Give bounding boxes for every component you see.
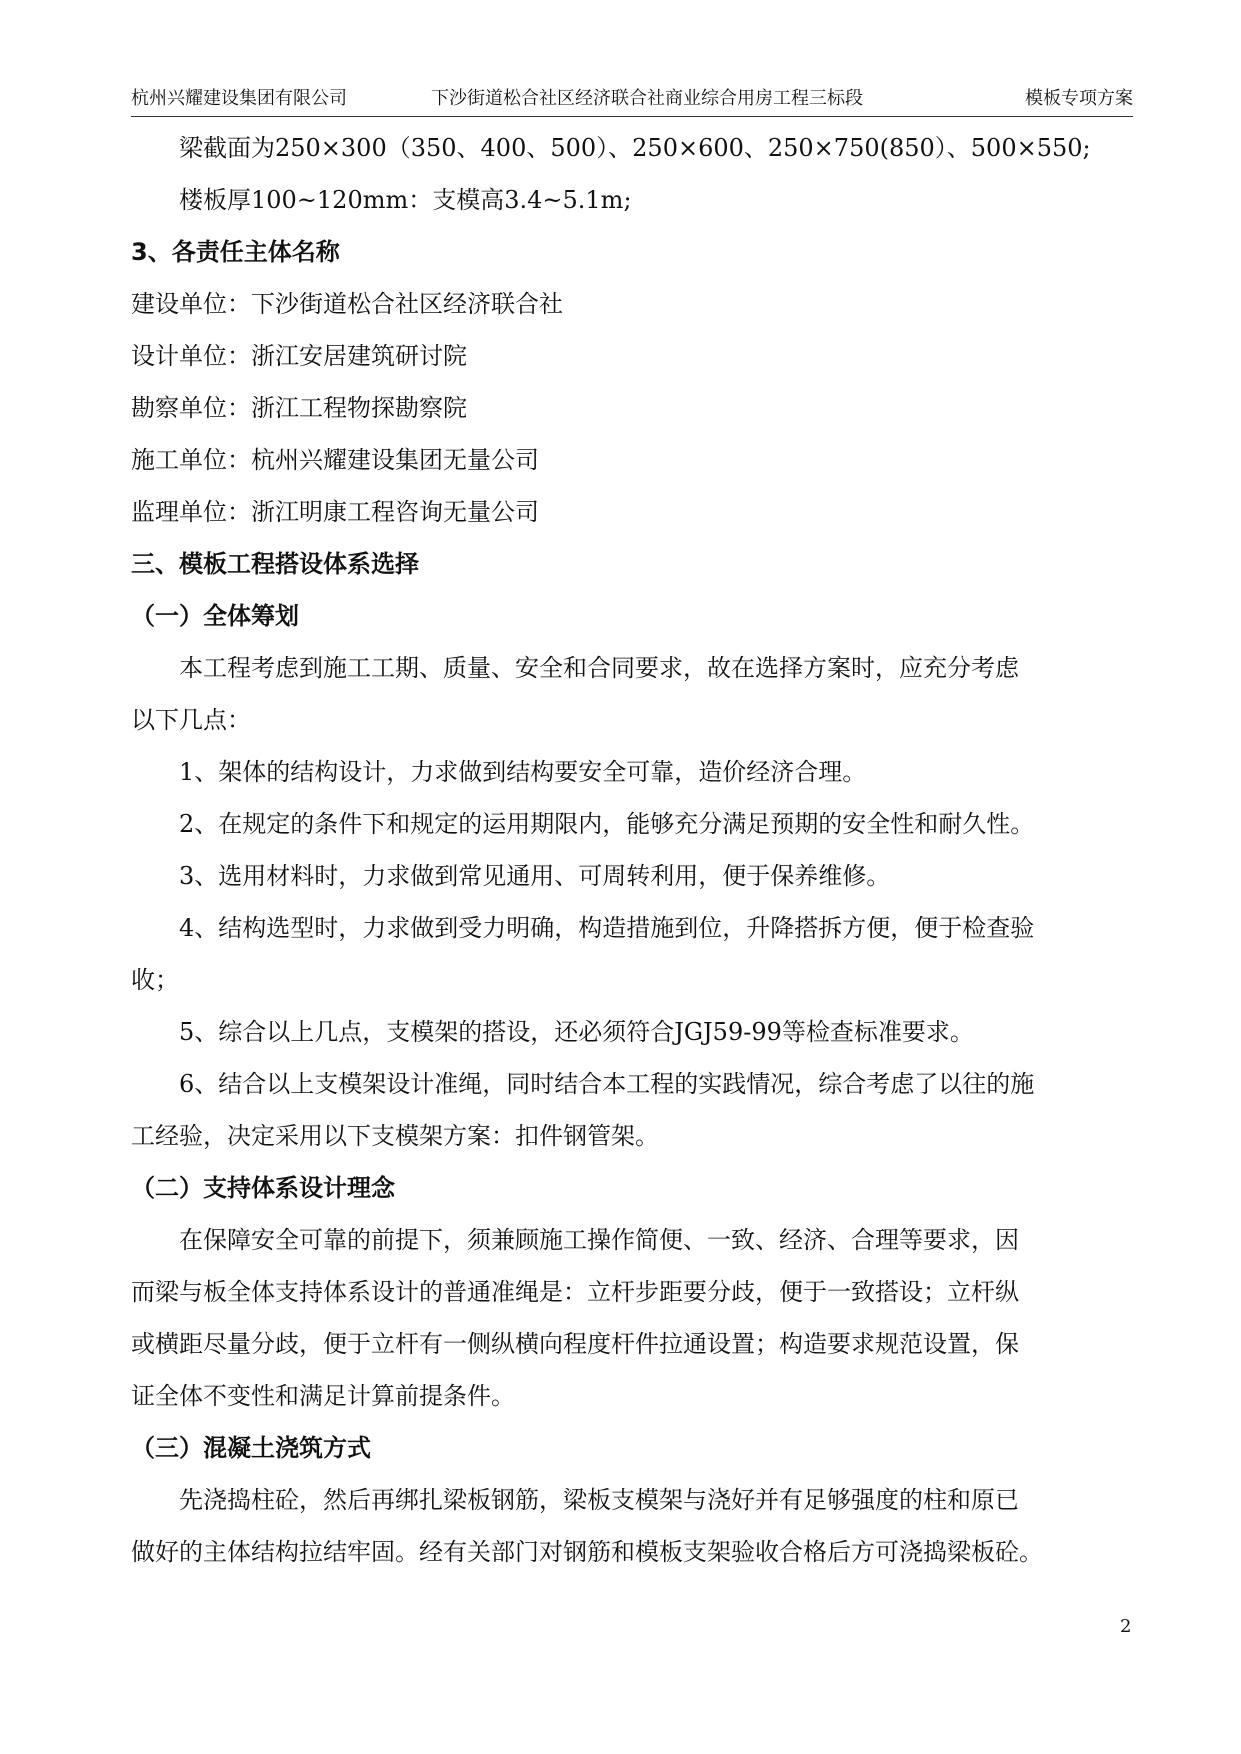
paragraph-line: 在保障安全可靠的前提下，须兼顾施工操作简便、一致、经济、合理等要求，因 (179, 1226, 1019, 1254)
paragraph-line: 梁截面为250×300（350、400、500）、250×600、250×750(850）、500×550; (179, 134, 1091, 162)
list-item: 6、结合以上支模架设计准绳，同时结合本工程的实践情况，综合考虑了以往的施 (179, 1070, 1035, 1098)
page-number: 2 (1120, 1616, 1132, 1637)
list-item: 1、架体的结构设计，力求做到结构要安全可靠，造价经济合理。 (179, 758, 867, 786)
paragraph-line: 而梁与板全体支持体系设计的普通准绳是：立杆步距要分歧，便于一致搭设；立杆纵 (131, 1278, 1019, 1306)
header-company: 杭州兴耀建设集团有限公司 (131, 88, 347, 109)
list-item: 5、综合以上几点，支模架的搭设，还必须符合JGJ59-99等检查标准要求。 (179, 1018, 974, 1046)
paragraph-line: 以下几点： (131, 706, 251, 734)
header-doc-title: 模板专项方案 (1025, 88, 1133, 109)
subsection-heading: （二）支持体系设计理念 (131, 1174, 395, 1202)
list-item-continuation: 收； (131, 966, 179, 994)
paragraph-line: 勘察单位：浙江工程物探勘察院 (131, 394, 467, 422)
section-heading: 3、各责任主体名称 (131, 238, 340, 266)
paragraph-line: 做好的主体结构拉结牢固。经有关部门对钢筋和模板支架验收合格后方可浇捣梁板砼。 (131, 1538, 1043, 1566)
subsection-heading: （一）全体筹划 (131, 602, 299, 630)
list-item: 4、结构选型时，力求做到受力明确，构造措施到位，升降搭拆方便，便于检查验 (179, 914, 1035, 942)
list-item-continuation: 工经验，决定采用以下支模架方案：扣件钢管架。 (131, 1122, 659, 1150)
paragraph-line: 施工单位：杭州兴耀建设集团无量公司 (131, 446, 539, 474)
paragraph-line: 先浇捣柱砼，然后再绑扎梁板钢筋，梁板支模架与浇好并有足够强度的柱和原已 (179, 1486, 1019, 1514)
paragraph-line: 建设单位：下沙街道松合社区经济联合社 (131, 290, 563, 318)
paragraph-line: 或横距尽量分歧，便于立杆有一侧纵横向程度杆件拉通设置；构造要求规范设置，保 (131, 1330, 1019, 1358)
list-item: 2、在规定的条件下和规定的运用期限内，能够充分满足预期的安全性和耐久性。 (179, 810, 1035, 838)
chapter-heading: 三、模板工程搭设体系选择 (131, 550, 419, 578)
paragraph-line: 本工程考虑到施工工期、质量、安全和合同要求，故在选择方案时，应充分考虑 (179, 654, 1019, 682)
paragraph-line: 证全体不变性和满足计算前提条件。 (131, 1382, 515, 1410)
subsection-heading: （三）混凝土浇筑方式 (131, 1434, 371, 1462)
paragraph-line: 楼板厚100~120mm：支模高3.4~5.1m; (179, 186, 632, 214)
paragraph-line: 设计单位：浙江安居建筑研讨院 (131, 342, 467, 370)
page-header (131, 86, 1133, 117)
list-item: 3、选用材料时，力求做到常见通用、可周转利用，便于保养维修。 (179, 862, 891, 890)
paragraph-line: 监理单位：浙江明康工程咨询无量公司 (131, 498, 539, 526)
header-project: 下沙街道松合社区经济联合社商业综合用房工程三标段 (431, 88, 863, 109)
